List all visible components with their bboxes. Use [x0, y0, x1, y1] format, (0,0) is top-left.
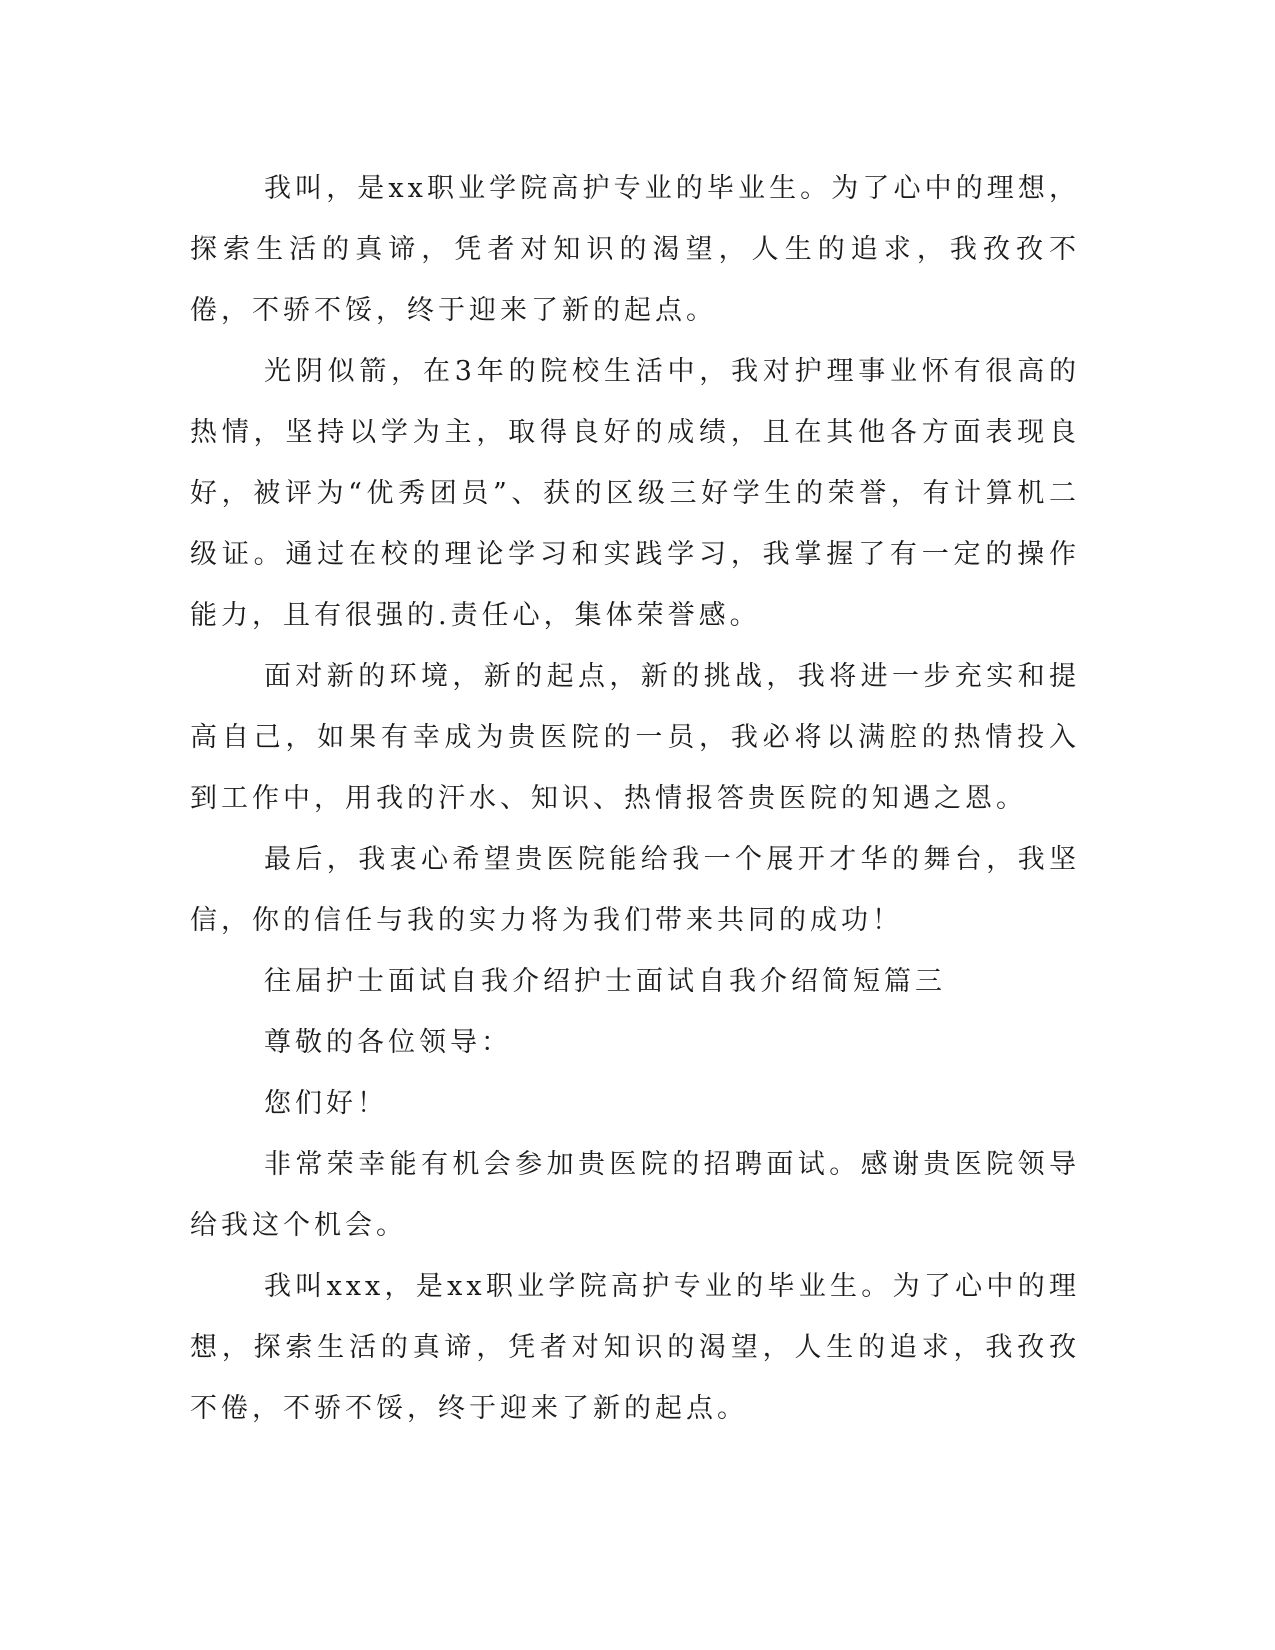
paragraph-closing: 最后，我衷心希望贵医院能给我一个展开才华的舞台，我坚信，你的信任与我的实力将为我们带来共同的成功！ [190, 844, 1080, 936]
greeting: 您们好！ [264, 1088, 388, 1119]
document-body [190, 158, 1080, 1439]
paragraph-intro: 我叫，是xx职业学院高护专业的毕业生。为了心中的理想，探索生活的真谛，凭者对知识的渴望，人生的追求，我孜孜不倦，不骄不馁，终于迎来了新的起点。 [190, 173, 1080, 326]
paragraph-intro-repeat: 我叫xxx，是xx职业学院高护专业的毕业生。为了心中的理想，探索生活的真谛，凭者对知识的渴望，人生的追求，我孜孜不倦，不骄不馁，终于迎来了新的起点。 [190, 1271, 1080, 1424]
paragraph-school-life: 光阴似箭，在3年的院校生活中，我对护理事业怀有很高的热情，坚持以学为主，取得良好的成绩，且在其他各方面表现良好，被评为“优秀团员”、获的区级三好学生的荣誉，有计算机二级证。通过在校的理论学习和实践学习，我掌握了有一定的操作能力，且有很强的.责任心，集体荣誉感。 [190, 356, 1080, 631]
paragraph-new-challenge: 面对新的环境，新的起点，新的挑战，我将进一步充实和提高自己，如果有幸成为贵医院的一员，我必将以满腔的热情投入到工作中，用我的汗水、知识、热情报答贵医院的知遇之恩。 [190, 661, 1080, 814]
paragraph-thanks: 非常荣幸能有机会参加贵医院的招聘面试。感谢贵医院领导给我这个机会。 [190, 1149, 1080, 1241]
section-heading: 往届护士面试自我介绍护士面试自我介绍简短篇三 [264, 966, 946, 997]
salutation: 尊敬的各位领导： [264, 1027, 512, 1058]
